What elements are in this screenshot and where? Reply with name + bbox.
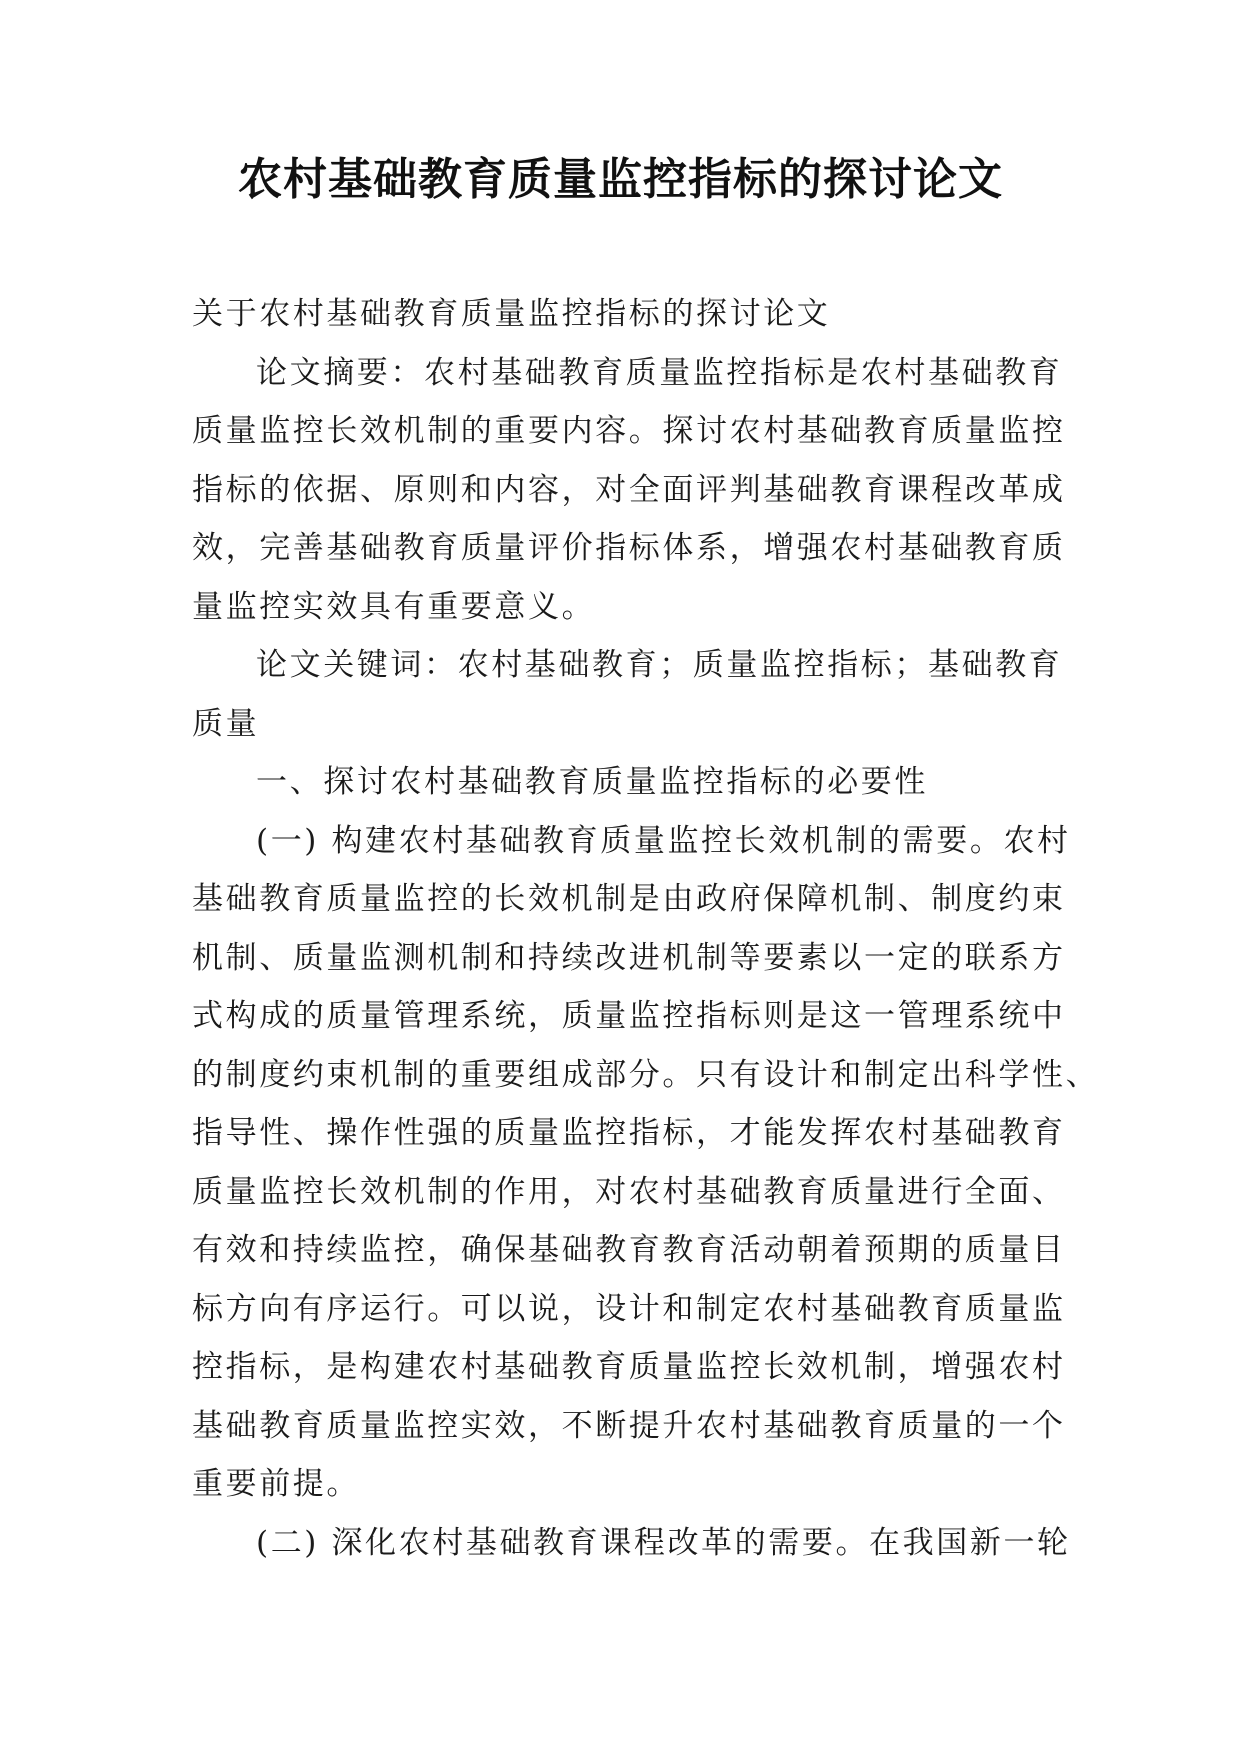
paragraph-line: 指导性、操作性强的质量监控指标，才能发挥农村基础教育 <box>192 1115 1066 1151</box>
section-heading: 一、探讨农村基础教育质量监控指标的必要性 <box>256 764 928 800</box>
paragraph-line: 基础教育质量监控的长效机制是由政府保障机制、制度约束 <box>192 881 1066 917</box>
paragraph-line: (二) 深化农村基础教育课程改革的需要。在我国新一轮 <box>256 1524 1071 1561</box>
abstract-line: 指标的依据、原则和内容，对全面评判基础教育课程改革成 <box>192 471 1066 508</box>
paragraph-line: (一) 构建农村基础教育质量监控长效机制的需要。农村 <box>256 822 1071 859</box>
paragraph-line: 基础教育质量监控实效，不断提升农村基础教育质量的一个 <box>192 1407 1066 1444</box>
document-title: 农村基础教育质量监控指标的探讨论文 <box>238 154 1003 205</box>
abstract-line: 质量监控长效机制的重要内容。探讨农村基础教育质量监控 <box>192 413 1066 449</box>
document-body <box>192 285 1100 1572</box>
paragraph-line: 的制度约束机制的重要组成部分。只有设计和制定出科学性、 <box>192 1056 1100 1093</box>
subtitle-line: 关于农村基础教育质量监控指标的探讨论文 <box>192 296 831 332</box>
paragraph-line: 标方向有序运行。可以说，设计和制定农村基础教育质量监 <box>192 1290 1066 1327</box>
paragraph-line: 控指标，是构建农村基础教育质量监控长效机制，增强农村 <box>192 1349 1066 1385</box>
paragraph-line: 有效和持续监控，确保基础教育教育活动朝着预期的质量目 <box>192 1232 1066 1268</box>
paragraph-line: 式构成的质量管理系统，质量监控指标则是这一管理系统中 <box>192 998 1066 1034</box>
paragraph-line: 质量监控长效机制的作用，对农村基础教育质量进行全面、 <box>192 1173 1066 1210</box>
paragraph-line: 机制、质量监测机制和持续改进机制等要素以一定的联系方 <box>192 939 1066 976</box>
abstract-line: 量监控实效具有重要意义。 <box>192 588 596 625</box>
keywords-line: 论文关键词：农村基础教育；质量监控指标；基础教育 <box>256 647 1063 683</box>
keywords-line: 质量 <box>192 705 260 742</box>
paragraph-line: 重要前提。 <box>192 1466 360 1502</box>
abstract-line: 效，完善基础教育质量评价指标体系，增强农村基础教育质 <box>192 530 1066 566</box>
abstract-line: 论文摘要：农村基础教育质量监控指标是农村基础教育 <box>256 354 1063 391</box>
